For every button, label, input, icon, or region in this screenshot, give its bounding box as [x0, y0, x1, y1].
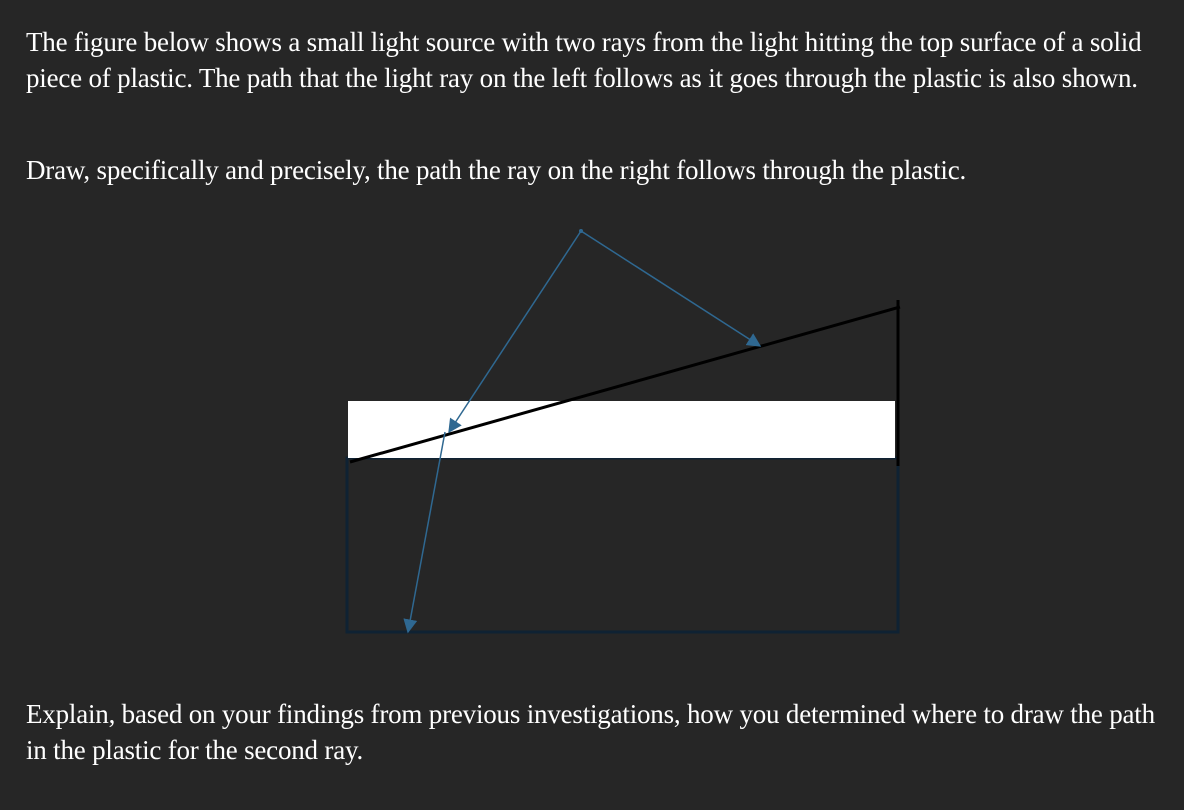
plastic-block	[347, 458, 898, 632]
explain-prompt: Explain, based on your findings from previous investigations, how you determined where to draw the path in the plastic for the second ray.	[26, 699, 1155, 765]
question-intro: The figure below shows a small light source with two rays from the light hitting the top surface of a solid piece of plastic. The path that the light ray on the left follows as it goes through the plastic is also shown.	[26, 27, 1142, 93]
question-instruction: Draw, specifically and precisely, the path the ray on the right follows through the plastic.	[26, 155, 967, 185]
left-refracted-ray	[408, 432, 445, 632]
right-incident-ray	[581, 231, 760, 346]
answer-box[interactable]	[348, 401, 895, 458]
